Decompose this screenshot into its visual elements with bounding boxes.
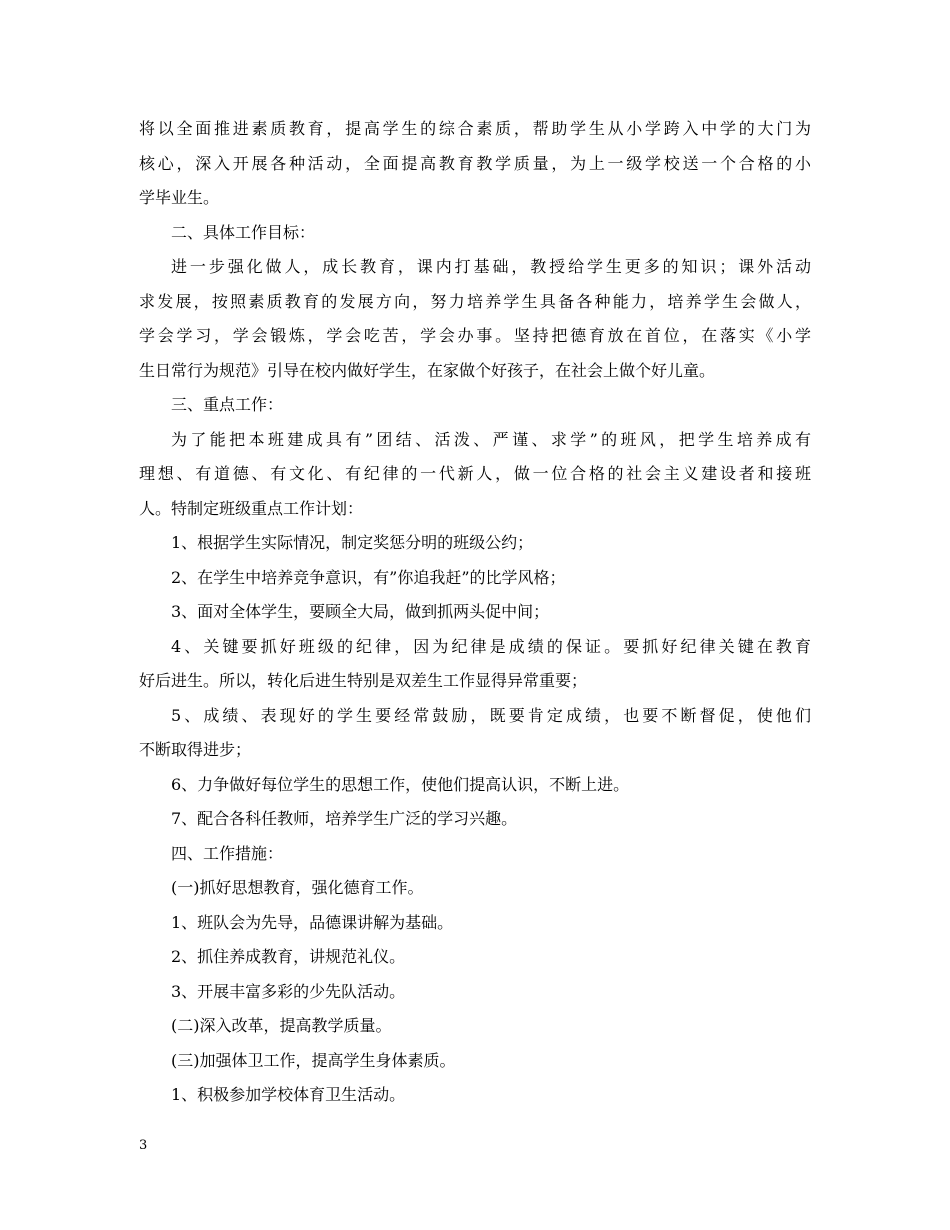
subsection-heading: (二)深入改革，提高教学质量。 — [171, 1016, 392, 1035]
paragraph-line: 生日常行为规范》引导在校内做好学生，在家做个好孩子，在社会上做个好儿童。 — [139, 360, 716, 380]
paragraph-line: 核心，深入开展各种活动，全面提高教育教学质量，为上一级学校送一个合格的小 — [139, 153, 811, 173]
list-item: 5、成绩、表现好的学生要经常鼓励，既要肯定成绩，也要不断督促，使他们 — [171, 705, 811, 725]
list-item: 1、根据学生实际情况，制定奖惩分明的班级公约； — [171, 533, 534, 552]
page-number: 3 — [139, 1138, 148, 1153]
list-item: 1、积极参加学校体育卫生活动。 — [171, 1085, 406, 1104]
paragraph-line: 学毕业生。 — [139, 188, 220, 207]
list-item: 1、班队会为先导，品德课讲解为基础。 — [171, 912, 454, 932]
paragraph-line: 学会学习，学会锻炼，学会吃苦，学会办事。坚持把德育放在首位，在落实《小学 — [139, 326, 811, 345]
paragraph-line: 人。特制定班级重点工作计划： — [139, 498, 364, 518]
list-item-continuation: 好后进生。所以，转化后进生特别是双差生工作显得异常重要； — [139, 671, 588, 690]
list-item: 2、抓住养成教育，讲规范礼仪。 — [171, 947, 406, 966]
list-item: 6、力争做好每位学生的思想工作，使他们提高认识，不断上进。 — [171, 774, 630, 794]
document-body — [139, 112, 811, 1113]
list-item: 4、关键要抓好班级的纪律，因为纪律是成绩的保证。要抓好纪律关键在教育 — [171, 636, 811, 656]
list-item: 2、在学生中培养竞争意识，有”你追我赶”的比学风格； — [171, 567, 566, 587]
section-heading: 四、工作措施： — [171, 843, 284, 863]
paragraph-line: 进一步强化做人，成长教育，课内打基础，教授给学生更多的知识；课外活动 — [171, 257, 811, 276]
subsection-heading: (一)抓好思想教育，强化德育工作。 — [171, 878, 424, 897]
subsection-heading: (三)加强体卫工作，提高学生身体素质。 — [171, 1050, 456, 1070]
paragraph-line: 为了能把本班建成具有”团结、活泼、严谨、求学”的班风，把学生培养成有 — [171, 429, 811, 449]
list-item: 3、面对全体学生，要顾全大局，做到抓两头促中间； — [171, 602, 550, 621]
list-item: 3、开展丰富多彩的少先队活动。 — [171, 981, 406, 1001]
section-heading: 三、重点工作： — [171, 395, 284, 414]
list-item-continuation: 不断取得进步； — [139, 740, 252, 759]
section-heading: 二、具体工作目标： — [171, 222, 316, 242]
paragraph-line: 求发展，按照素质教育的发展方向，努力培养学生具备各种能力，培养学生会做人， — [139, 291, 811, 311]
paragraph-line: 理想、有道德、有文化、有纪律的一代新人，做一位合格的社会主义建设者和接班 — [139, 464, 811, 483]
paragraph-line: 将以全面推进素质教育，提高学生的综合素质，帮助学生从小学跨入中学的大门为 — [139, 119, 811, 138]
list-item: 7、配合各科任教师，培养学生广泛的学习兴趣。 — [171, 809, 518, 828]
